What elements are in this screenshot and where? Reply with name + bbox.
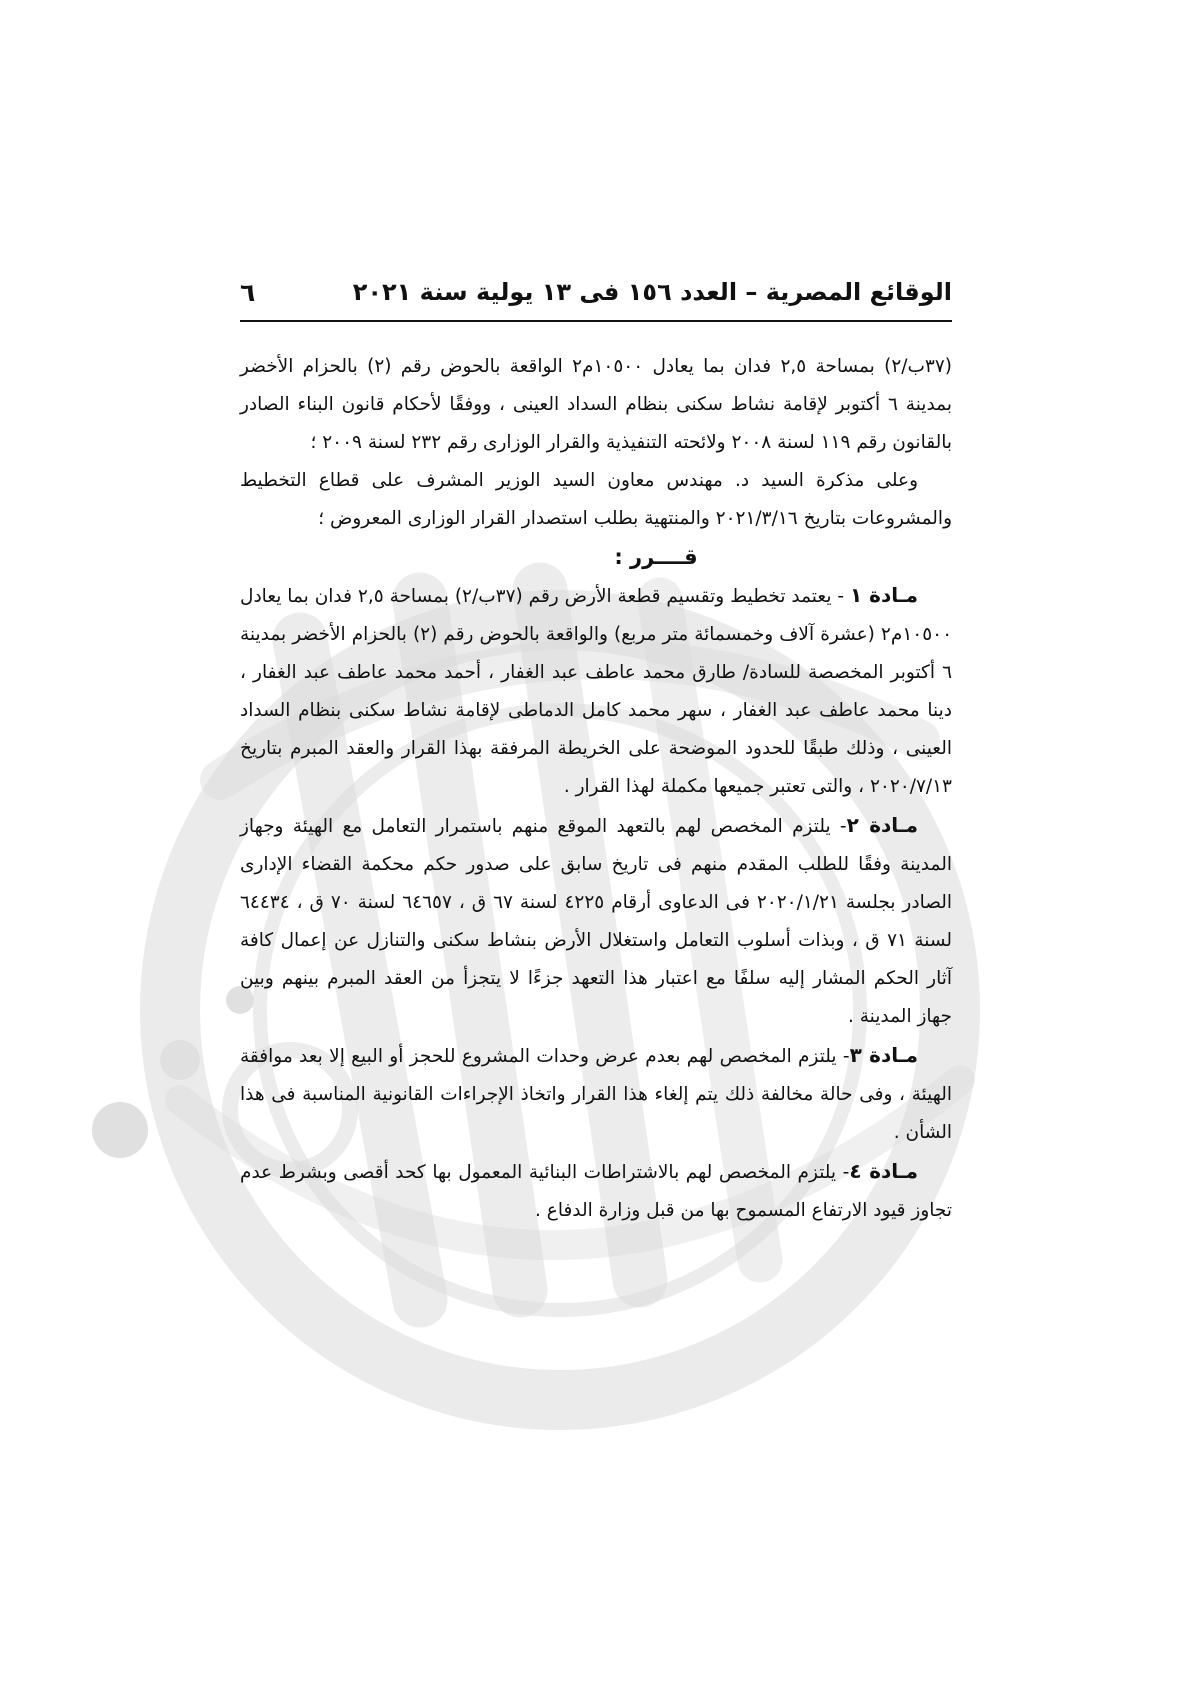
header-title: الوقائع المصرية – العدد ١٥٦ فى ١٣ يولية سنة ٢٠٢١ — [352, 278, 952, 306]
article-text: - يلتزم المخصص لهم بعدم عرض وحدات المشروع للحجز أو البيع إلا بعد موافقة الهيئة ، وفى حالة مخالفة ذلك يتم إلغاء هذا القرار واتخاذ الإجراءات القانونية المناسبة فى هذا الشأن . — [240, 1046, 952, 1143]
article-2 — [240, 806, 952, 1036]
article-label: مـادة ٤ — [849, 1159, 919, 1183]
article-1 — [240, 576, 952, 806]
intro-paragraph: (٣٧ب/٢) بمساحة ٢,٥ فدان بما يعادل ١٠٥٠٠م٢ الواقعة بالحوض رقم (٢) بالحزام الأخضر بمدينة ٦ أكتوبر لإقامة نشاط سكنى بنظام السداد العينى ، ووفقًا لأحكام قانون البناء الصادر بالقانون رقم ١١٩ لسنة ٢٠٠٨ ولائحته التنفيذية والقرار الوزارى رقم ٢٣٢ لسنة ٢٠٠٩ ؛ — [240, 356, 952, 453]
article-label: مـادة ١ — [849, 583, 918, 607]
decision-heading: قــــرر : — [614, 545, 698, 569]
article-text: - يلتزم المخصص لهم بالاشتراطات البنائية المعمول بها كحد أقصى وبشرط عدم تجاوز قيود الارتفاع المسموح بها من قبل وزارة الدفاع . — [240, 1162, 952, 1221]
article-text: - يعتمد تخطيط وتقسيم قطعة الأرض رقم (٣٧ب/٢) بمساحة ٢,٥ فدان بما يعادل ١٠٥٠٠م٢ (عشرة آلاف وخمسمائة متر مربع) والواقعة بالحوض رقم (٢) بالحزام الأخضر بمدينة ٦ أكتوبر المخصصة للسادة/ طارق محمد عاطف عبد الغفار ، أحمد محمد عاطف عبد الغفار ، دينا محمد عاطف عبد الغفار ، سهر محمد كامل الدماطى لإقامة نشاط سكنى بنظام السداد العينى ، وذلك طبقًا للحدود الموضحة على الخريطة المرفقة بهذا القرار والعقد المبرم بتاريخ ٢٠٢٠/٧/١٣ ، والتى تعتبر جميعها مكملة لهذا القرار . — [240, 586, 953, 797]
header-rule — [240, 320, 952, 322]
document-body — [240, 348, 952, 1230]
article-label: مـادة ٣ — [849, 1043, 918, 1067]
page-number: ٦ — [240, 277, 256, 307]
article-label: مـادة ٢ — [846, 813, 918, 837]
article-text: - يلتزم المخصص لهم بالتعهد الموقع منهم باستمرار التعامل مع الهيئة وجهاز المدينة وفقًا للطلب المقدم منهم فى تاريخ سابق على صدور حكم محكمة القضاء الإدارى الصادر بجلسة ٢٠٢٠/١/٢١ فى الدعاوى أرقام ٤٢٢٥ لسنة ٦٧ ق ، ٦٤٦٥٧ لسنة ٧٠ ق ، ٦٤٤٣٤ لسنة ٧١ ق ، وبذات أسلوب التعامل واستغلال الأرض بنشاط سكنى والتنازل عن إعمال كافة آثار الحكم المشار إليه سلفًا مع اعتبار هذا التعهد جزءًا لا يتجزأ من العقد المبرم بينهم وبين جهاز المدينة . — [240, 816, 953, 1027]
article-4 — [240, 1152, 952, 1230]
page-header — [240, 270, 952, 314]
article-3 — [240, 1036, 952, 1152]
memo-paragraph: وعلى مذكرة السيد د. مهندس معاون السيد الوزير المشرف على قطاع التخطيط والمشروعات بتاريخ ٢٠٢١/٣/١٦ والمنتهية بطلب استصدار القرار الوزارى المعروض ؛ — [240, 470, 952, 529]
